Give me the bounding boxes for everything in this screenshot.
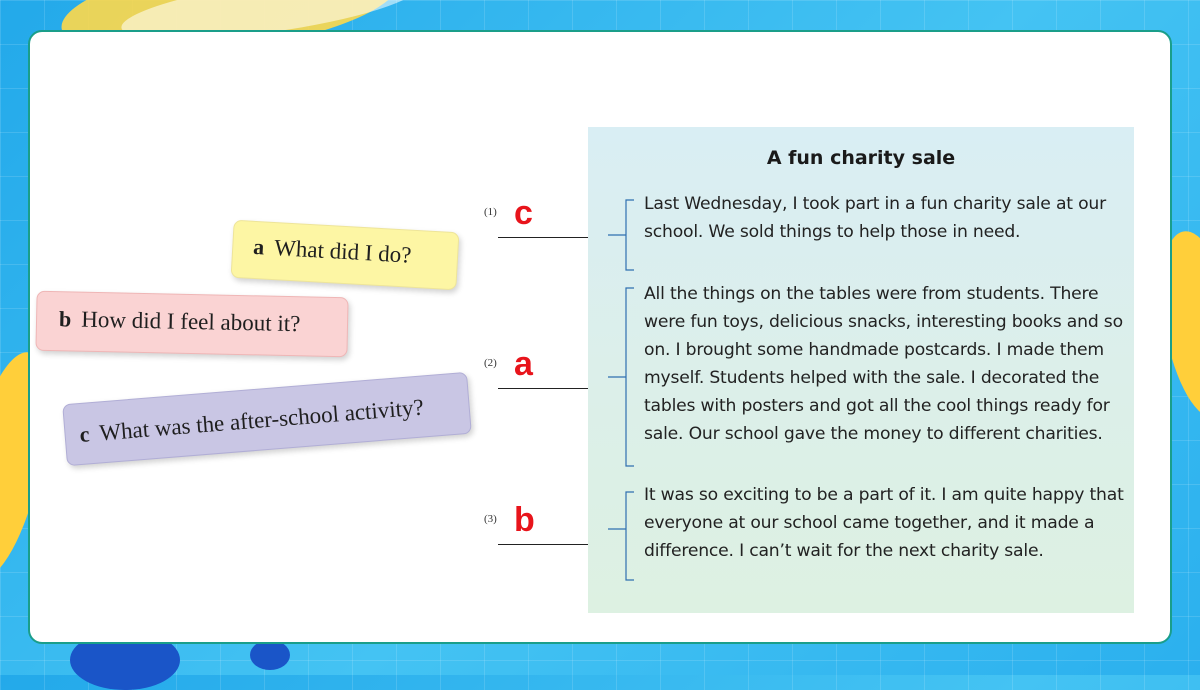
question-letter: b [58,306,72,332]
answer-line [498,544,590,545]
answer-blank-3[interactable] [484,501,592,549]
question-card-b[interactable] [35,291,348,358]
paragraph-bracket-3 [608,491,636,581]
answer-number: (1) [484,206,497,218]
answer-line [498,237,590,238]
background-blob-bottom-2 [250,640,290,670]
question-letter: c [78,421,91,448]
answer-line [498,388,590,389]
answer-blank-1[interactable] [484,194,592,242]
question-text: What was the after-school activity? [98,394,425,446]
passage-title: A fun charity sale [766,147,956,169]
question-text: What did I do? [273,235,413,268]
answer-letter: b [514,501,535,539]
passage-panel [588,127,1134,613]
paragraph-bracket-2 [608,287,636,467]
answer-letter: c [514,194,533,232]
paragraph-3: It was so exciting to be a part of it. I am quite happy that everyone at our school came together, and it made a difference. I can’t wait for the next charity sale. [644,485,1124,561]
answer-number: (2) [484,357,497,369]
question-letter: a [252,233,266,260]
paragraph-2: All the things on the tables were from students. There were fun toys, delicious snacks, interesting books and so on. I brought some handmade postcards. I made them myself. Students helped with the sale. I decorated the tables with posters and got all the cool things ready for sale. Our school gave the money to different charities. [644,284,1123,444]
answer-number: (3) [484,513,497,525]
paragraph-1: Last Wednesday, I took part in a fun charity sale at our school. We sold things to help those in need. [644,194,1106,242]
question-text: How did I feel about it? [81,306,301,337]
answer-blank-2[interactable] [484,345,592,393]
answer-letter: a [514,345,533,383]
paragraph-bracket-1 [608,199,636,271]
